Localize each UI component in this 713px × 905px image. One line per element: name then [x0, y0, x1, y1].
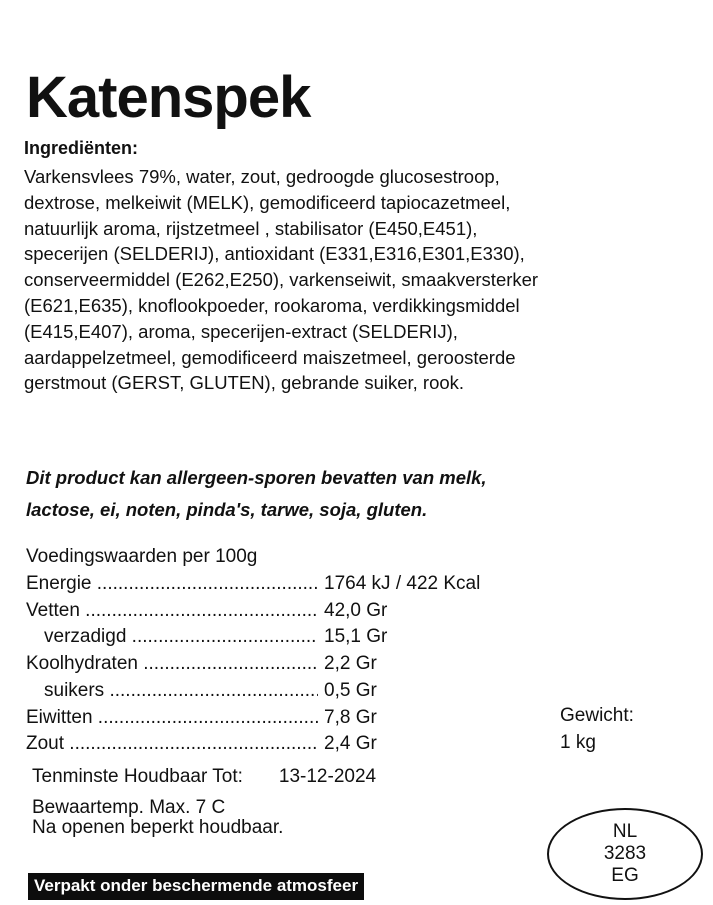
- ingredients-line: conserveermiddel (E262,E250), varkenseiwit, smaakversterker: [24, 269, 539, 291]
- nutrition-label: Zout .....: [26, 731, 318, 758]
- allergen-notice: [26, 462, 696, 526]
- health-mark-country: NL: [612, 821, 638, 842]
- nutrition-row-carbohydrates: [26, 651, 480, 678]
- nutrition-label: Energie .....: [26, 571, 318, 598]
- storage-temperature: Bewaartemp. Max. 7 C: [32, 797, 226, 818]
- nutrition-row-sugars: [26, 678, 480, 705]
- best-before: [32, 766, 376, 788]
- nutrition-row-salt: [26, 731, 480, 758]
- nutrition-value: 15,1 Gr: [324, 626, 388, 648]
- nutrition-value: 2,4 Gr: [324, 733, 377, 755]
- health-mark-union: EG: [611, 865, 639, 886]
- ingredients-line: natuurlijk aroma, rijstzetmeel , stabilisator (E450,E451),: [24, 217, 478, 239]
- ingredients-line: dextrose, melkeiwit (MELK), gemodificeerd tapiocazetmeel,: [24, 191, 511, 213]
- allergen-line: lactose, ei, noten, pinda's, tarwe, soja, gluten.: [26, 499, 428, 520]
- nutrition-label: suikers .....: [26, 678, 318, 705]
- ingredients-list: [24, 164, 694, 396]
- product-title: Katenspek: [26, 65, 311, 130]
- nutrition-table: [26, 571, 480, 758]
- nutrition-heading: Voedingswaarden per 100g: [26, 546, 258, 567]
- weight-block: [560, 702, 634, 756]
- nutrition-row-fat: [26, 598, 480, 625]
- storage-instructions: [32, 798, 283, 838]
- nutrition-row-energy: [26, 571, 480, 598]
- nutrition-value: 2,2 Gr: [324, 653, 377, 675]
- nutrition-label: Vetten .....: [26, 598, 318, 625]
- best-before-label: Tenminste Houdbaar Tot:: [32, 766, 243, 787]
- nutrition-label: Koolhydraten .....: [26, 651, 318, 678]
- weight-label: Gewicht:: [560, 705, 634, 726]
- storage-after-opening: Na openen beperkt houdbaar.: [32, 817, 284, 838]
- nutrition-value: 7,8 Gr: [324, 706, 377, 728]
- ingredients-line: gerstmout (GERST, GLUTEN), gebrande suiker, rook.: [24, 372, 465, 394]
- best-before-date: 13-12-2024: [278, 766, 377, 787]
- ingredients-line: (E621,E635), knoflookpoeder, rookaroma, verdikkingsmiddel: [24, 294, 520, 316]
- nutrition-label: verzadigd .....: [26, 624, 318, 651]
- nutrition-row-protein: [26, 705, 480, 732]
- health-mark-number: 3283: [603, 843, 647, 864]
- weight-value: 1 kg: [560, 732, 596, 753]
- ingredients-heading: Ingrediënten:: [24, 138, 139, 158]
- ingredients-line: specerijen (SELDERIJ), antioxidant (E331,E316,E301,E330),: [24, 243, 525, 265]
- nutrition-value: 42,0 Gr: [324, 599, 388, 621]
- nutrition-value: 1764 kJ / 422 Kcal: [324, 573, 481, 594]
- health-mark-oval: [547, 808, 703, 900]
- nutrition-row-saturated: [26, 624, 480, 651]
- ingredients-line: (E415,E407), aroma, specerijen-extract (SELDERIJ),: [24, 320, 458, 342]
- packaging-banner: Verpakt onder beschermende atmosfeer: [28, 873, 364, 900]
- ingredients-line: aardappelzetmeel, gemodificeerd maiszetmeel, geroosterde: [24, 346, 516, 368]
- ingredients-line: Varkensvlees 79%, water, zout, gedroogde glucosestroop,: [24, 166, 500, 187]
- nutrition-value: 0,5 Gr: [324, 679, 377, 701]
- allergen-line: Dit product kan allergeen-sporen bevatten van melk,: [26, 467, 487, 488]
- nutrition-label: Eiwitten .....: [26, 705, 318, 732]
